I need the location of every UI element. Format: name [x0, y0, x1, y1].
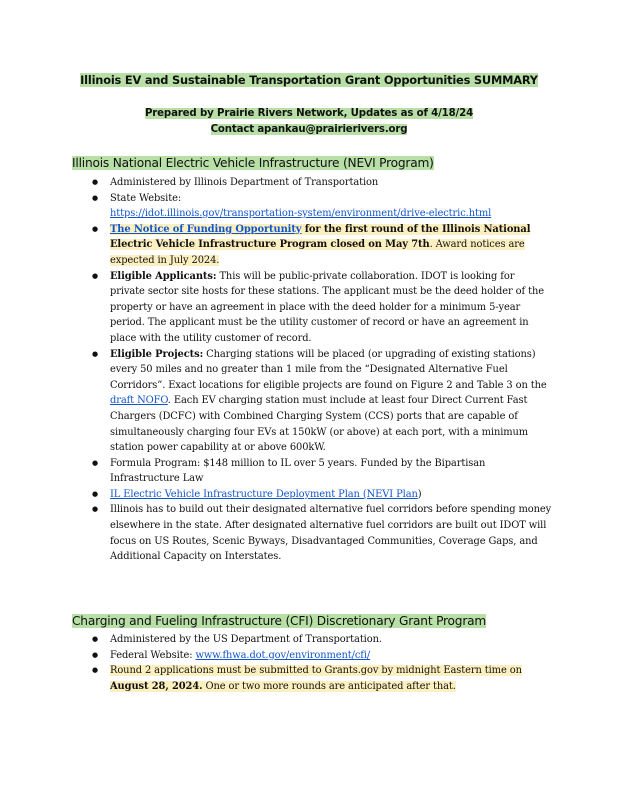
nevi-heading [72, 155, 434, 172]
nofo-bold-text: for the first round of the Illinois National Electric Vehicle Infrastructure Program closed on May 7th [110, 223, 531, 251]
formula-program: Formula Program: $148 million to IL over 5 years. Funded by the Bipartisan Infrastructure Law [110, 457, 486, 485]
list-item [92, 456, 552, 487]
eligible-projects-text: Charging stations will be placed (or upgrading of existing stations) every 50 miles and no greater than 1 mile from the “Designated Alternative Fuel Corridors”. Exact locations for eligible projects are found on Figure 2 and Table 3 on the [110, 348, 547, 391]
list-item [92, 175, 552, 191]
document-title [72, 72, 546, 88]
eligible-projects-label: Eligible Projects: [110, 348, 204, 360]
list-item [92, 648, 552, 664]
round2-text: Round 2 applications must be submitted to Grants.gov by midnight Eastern time on [110, 665, 522, 677]
cfi-website-label: Federal Website: [110, 649, 196, 661]
eligible-applicants-label: Eligible Applicants: [110, 270, 217, 282]
cfi-list [92, 632, 552, 694]
list-item [92, 632, 552, 648]
cfi-heading [72, 613, 486, 630]
round2-date: August 28, 2024. [110, 680, 203, 692]
nevi-plan-link[interactable]: IL Electric Vehicle Infrastructure Deployment Plan (NEVI Plan [110, 488, 418, 500]
contact-line: Contact apankau@prairierivers.org [210, 124, 408, 135]
nevi-administered: Administered by Illinois Department of Transportation [110, 177, 379, 188]
prepared-by: Prepared by Prairie Rivers Network, Updates as of 4/18/24 [144, 108, 474, 119]
nofo-rest-text: . Award notices are expected in July 2024. [110, 239, 525, 266]
document-title-text: Illinois EV and Sustainable Transportation Grant Opportunities SUMMARY [80, 73, 538, 87]
nevi-plan-close: ) [417, 488, 422, 500]
nofo-link[interactable]: The Notice of Funding Opportunity [110, 223, 302, 235]
list-item [92, 663, 552, 694]
nevi-heading-text: Illinois National Electric Vehicle Infrastructure (NEVI Program) [72, 156, 434, 170]
cfi-administered: Administered by the US Department of Transportation. [110, 634, 382, 645]
cfi-website-link[interactable]: www.fhwa.dot.gov/environment/cfi/ [195, 649, 371, 661]
round2-rest: One or two more rounds are anticipated after that. [202, 680, 456, 692]
list-item [92, 347, 552, 456]
list-item [92, 487, 552, 503]
list-item [92, 269, 552, 347]
nevi-website-label: State Website: [110, 192, 182, 204]
eligible-applicants-text: This will be public-private collaboration. IDOT is looking for private sector site hosts for these stations. The applicant must be the deed holder of the property or have an agreement in place with the deed holder for a minimum 5-year period. The applicant must be the utility customer of record or have an agreement in place with the utility customer of record. [110, 270, 544, 344]
list-item [92, 191, 552, 222]
nevi-list [92, 175, 552, 565]
prepared-by-block [72, 106, 546, 138]
list-item [92, 222, 552, 269]
eligible-projects-text-cont: . Each EV charging station must include at least four Direct Current Fast Chargers (DCFC) with Combined Charging System (CCS) ports that are capable of simultaneously charging four EVs at 150kW (or above) at each port, with a minimum station power capability at or above 600kW. [110, 395, 529, 454]
draft-nofo-link[interactable]: draft NOFO [110, 395, 168, 407]
corridors-text: Illinois has to build out their designated alternative fuel corridors before spending money elsewhere in the state. After designated alternative fuel corridors are built out IDOT will focus on US Routes, Scenic Byways, Disadvantaged Communities, Coverage Gaps, and Additional Capacity on Interstates. [110, 504, 552, 563]
cfi-heading-text: Charging and Fueling Infrastructure (CFI) Discretionary Grant Program [72, 614, 487, 628]
list-item [92, 502, 552, 564]
nevi-website-link[interactable]: https://idot.illinois.gov/transportation-system/environment/drive-electric.html [110, 208, 492, 220]
